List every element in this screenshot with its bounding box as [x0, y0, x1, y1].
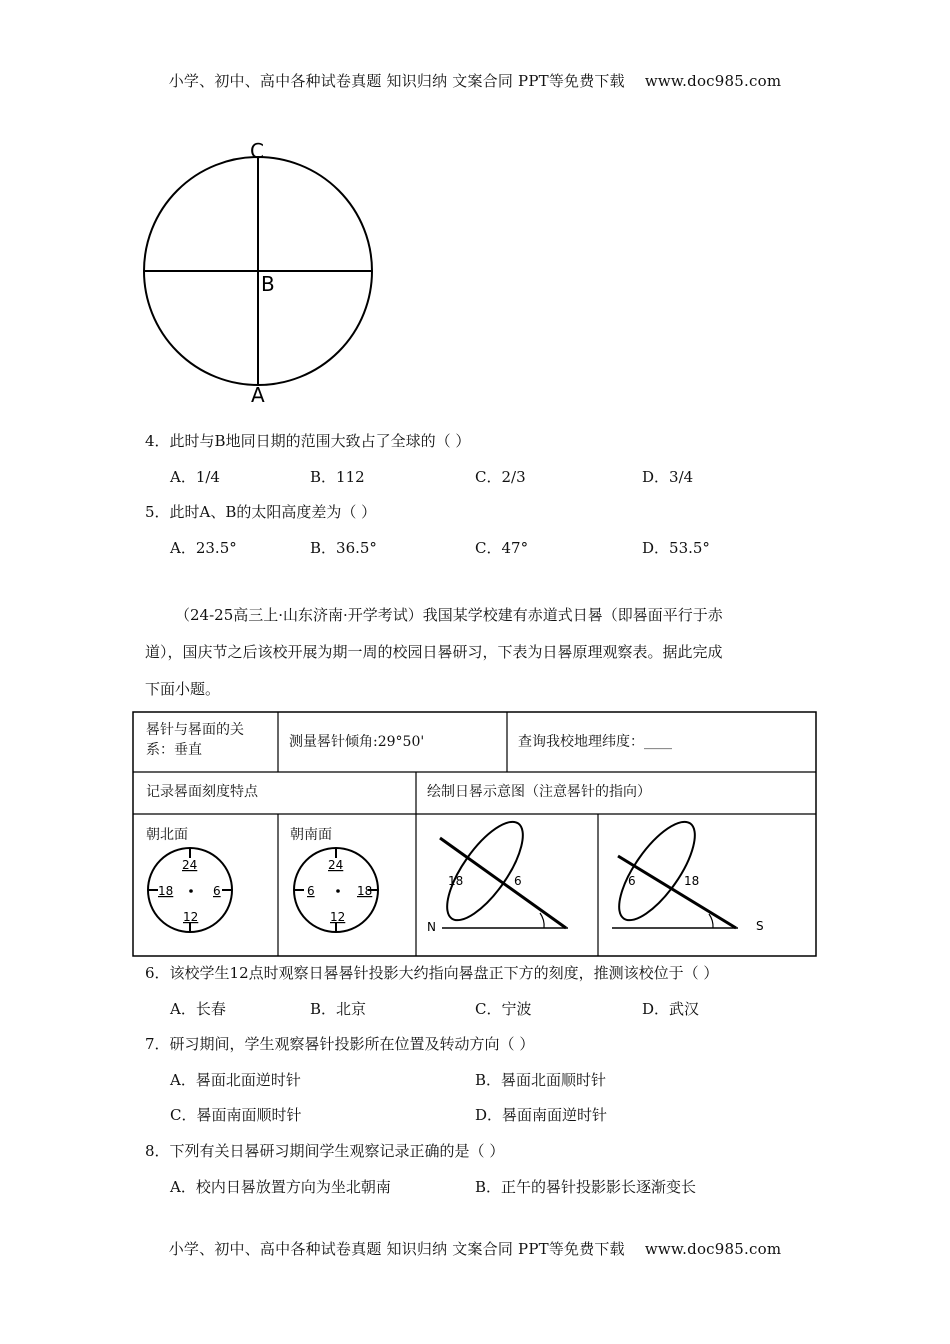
diagram-n-18: 18 — [448, 874, 464, 888]
q8-option-b[interactable]: B．正午的晷针投影影长逐渐变长 — [475, 1178, 697, 1196]
diagram-n-dir: N — [427, 920, 436, 934]
south-face-title: 朝南面 — [290, 827, 332, 843]
q6-option-c[interactable]: C．宁波 — [475, 1000, 532, 1018]
south-24: 24 — [328, 858, 344, 872]
sundial-diagram-south — [600, 818, 776, 938]
q5-option-c[interactable]: C．47° — [475, 539, 529, 557]
footer-text: 小学、初中、高中各种试卷真题 知识归纳 文案合同 PPT等免费下载 — [168, 1240, 625, 1258]
cell-record: 记录晷面刻度特点 — [146, 784, 258, 800]
q7-option-b[interactable]: B．晷面北面顺时针 — [475, 1071, 607, 1089]
q4-option-c[interactable]: C．2/3 — [475, 468, 526, 486]
q7-option-a[interactable]: A．晷面北面逆时针 — [170, 1071, 301, 1089]
question-7: 7．研习期间，学生观察晷针投影所在位置及转动方向（ ） — [145, 1035, 535, 1053]
intro-line-1: （24-25高三上·山东济南·开学考试）我国某学校建有赤道式日晷（即晷面平行于赤 — [175, 606, 723, 624]
diagram-n-6: 6 — [514, 874, 522, 888]
question-4: 4．此时与B地同日期的范围大致占了全球的（ ） — [145, 432, 471, 450]
cell-latitude: 查询我校地理纬度：____ — [518, 734, 672, 750]
cell-angle: 测量晷针倾角:29°50' — [289, 734, 425, 750]
q4-option-a[interactable]: A．1/4 — [170, 468, 220, 486]
q7-option-d[interactable]: D．晷面南面逆时针 — [475, 1106, 608, 1124]
intro-paragraph — [145, 597, 805, 708]
north-face-title: 朝北面 — [146, 827, 188, 843]
south-18: 18 — [357, 884, 373, 898]
q6-option-b[interactable]: B．北京 — [310, 1000, 367, 1018]
page-header — [0, 70, 950, 91]
relation-line-2: 系：垂直 — [146, 742, 202, 758]
south-12: 12 — [330, 910, 346, 924]
q5-option-a[interactable]: A．23.5° — [170, 539, 237, 557]
north-12: 12 — [183, 910, 199, 924]
q8-option-a[interactable]: A．校内日晷放置方向为坐北朝南 — [170, 1178, 391, 1196]
figure-circle-diagram — [135, 135, 385, 410]
north-6: 6 — [213, 884, 221, 898]
page-footer — [0, 1238, 950, 1259]
diagram-s-dir: S — [756, 919, 764, 933]
question-6: 6．该校学生12点时观察日晷晷针投影大约指向晷盘正下方的刻度，推测该校位于（ ） — [145, 964, 719, 982]
north-18: 18 — [158, 884, 174, 898]
cell-relation — [146, 720, 244, 760]
header-url: www.doc985.com — [644, 72, 782, 90]
q7-option-c[interactable]: C．晷面南面顺时针 — [170, 1106, 302, 1124]
q6-option-d[interactable]: D．武汉 — [642, 1000, 700, 1018]
question-8: 8．下列有关日晷研习期间学生观察记录正确的是（ ） — [145, 1142, 505, 1160]
cell-draw: 绘制日晷示意图（注意晷针的指向） — [427, 784, 651, 800]
q4-option-b[interactable]: B．112 — [310, 468, 365, 486]
header-text: 小学、初中、高中各种试卷真题 知识归纳 文案合同 PPT等免费下载 — [168, 72, 625, 90]
intro-line-2: 道），国庆节之后该校开展为期一周的校园日晷研习，下表为日晷原理观察表。据此完成 — [145, 643, 723, 661]
diagram-s-6: 6 — [628, 874, 636, 888]
q6-option-a[interactable]: A．长春 — [170, 1000, 226, 1018]
south-6: 6 — [307, 884, 315, 898]
label-b: B — [261, 272, 275, 296]
north-24: 24 — [182, 858, 198, 872]
label-c: C — [250, 139, 264, 163]
relation-line-1: 晷针与晷面的关 — [146, 722, 244, 738]
north-face-dial — [145, 845, 237, 937]
label-a: A — [251, 383, 265, 407]
question-5: 5．此时A、B的太阳高度差为（ ） — [145, 503, 377, 521]
sundial-diagram-north — [420, 818, 596, 938]
footer-url: www.doc985.com — [644, 1240, 782, 1258]
south-face-dial — [290, 845, 382, 937]
q5-option-d[interactable]: D．53.5° — [642, 539, 710, 557]
q5-option-b[interactable]: B．36.5° — [310, 539, 377, 557]
intro-line-3: 下面小题。 — [145, 680, 221, 698]
diagram-s-18: 18 — [684, 874, 700, 888]
q4-option-d[interactable]: D．3/4 — [642, 468, 694, 486]
